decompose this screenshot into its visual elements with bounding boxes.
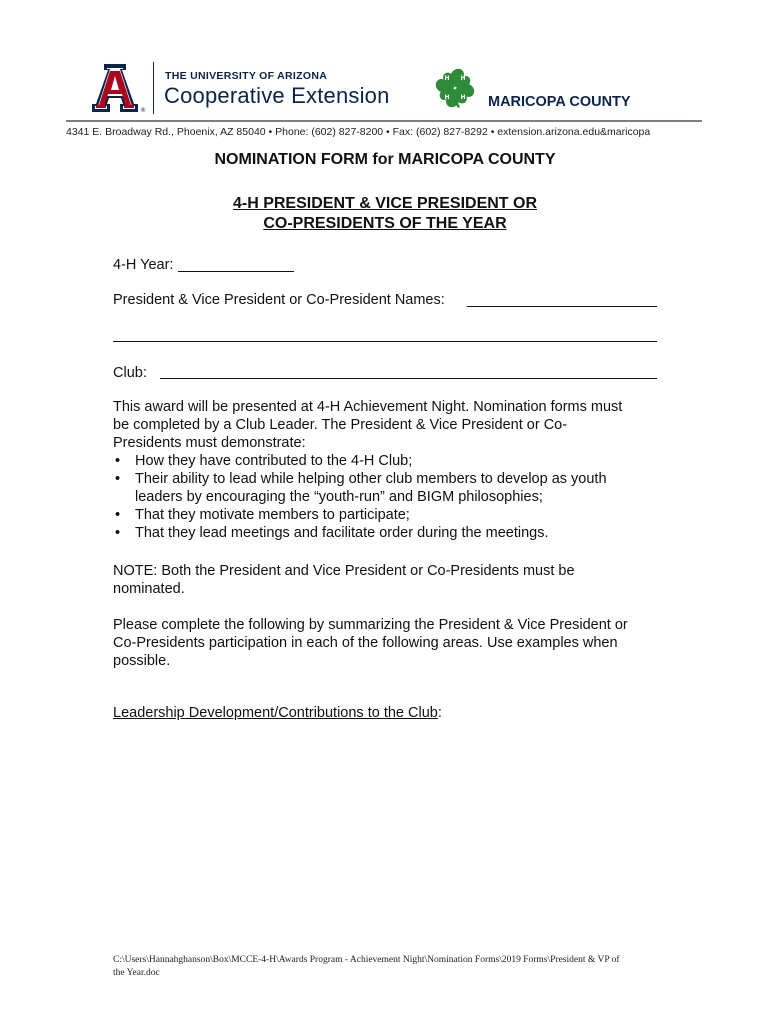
intro-line: Presidents must demonstrate: — [113, 435, 306, 451]
header-rule — [66, 120, 702, 122]
intro-paragraph — [113, 398, 673, 452]
list-item: • That they motivate members to participate; — [115, 507, 410, 523]
list-item: • That they lead meetings and facilitate order during the meetings. — [115, 525, 549, 541]
names-label: President & Vice President or Co-President Names: — [113, 292, 445, 308]
form-title: NOMINATION FORM for MARICOPA COUNTY — [214, 151, 556, 168]
list-item: • Their ability to lead while helping other club members to develop as youth leaders by encouraging the “youth-run” and BIGM philosophies; — [115, 471, 607, 505]
bullet-icon: • — [115, 525, 121, 541]
year-label: 4-H Year: — [113, 257, 174, 273]
bullet-icon: • — [115, 453, 121, 469]
names-field[interactable] — [467, 306, 657, 307]
bullet-icon: • — [115, 507, 121, 523]
note-paragraph: NOTE: Both the President and Vice President or Co-Presidents must be nominated. — [113, 563, 575, 597]
header-divider — [153, 62, 154, 114]
club-label: Club: — [113, 365, 147, 381]
svg-text:®: ® — [140, 107, 146, 114]
year-field[interactable] — [178, 271, 294, 272]
award-title-line1: 4-H PRESIDENT & VICE PRESIDENT OR — [232, 195, 538, 212]
section-heading-text: Leadership Development/Contributions to the Club — [113, 705, 438, 721]
names-field-continued[interactable] — [113, 341, 657, 342]
svg-text:H: H — [460, 75, 466, 82]
four-h-clover-icon — [432, 66, 478, 110]
criteria-list — [113, 452, 673, 542]
file-path-footer: C:\Users\Hannahghanson\Box\MCCE-4-H\Awards Program - Achievement Night\Nomination Forms\2019 Forms\President & VP of the Year.doc — [113, 955, 620, 978]
intro-line: This award will be presented at 4-H Achievement Night. Nomination forms must — [113, 399, 623, 415]
list-item: • How they have contributed to the 4-H Club; — [115, 453, 413, 469]
county-name: MARICOPA COUNTY — [488, 94, 631, 110]
arizona-a-logo-icon — [84, 62, 146, 114]
section-heading: Leadership Development/Contributions to the Club: — [113, 705, 442, 721]
svg-text:H: H — [460, 94, 466, 101]
award-title-line2: CO-PRESIDENTS OF THE YEAR — [263, 215, 507, 232]
svg-text:H: H — [444, 94, 450, 101]
university-name: THE UNIVERSITY OF ARIZONA — [165, 70, 328, 82]
intro-line: be completed by a Club Leader. The President & Vice President or Co- — [113, 417, 568, 433]
instructions-paragraph: Please complete the following by summarizing the President & Vice President or Co-Presidents participation in each of the following areas. Use examples when possible. — [113, 617, 628, 669]
bullet-icon: • — [115, 471, 121, 487]
address-line: 4341 E. Broadway Rd., Phoenix, AZ 85040 • Phone: (602) 827-8200 • Fax: (602) 827-8292 • extension.arizona.edu&maricopa — [66, 126, 651, 138]
club-field[interactable] — [160, 378, 657, 379]
svg-text:H: H — [444, 75, 450, 82]
department-name: Cooperative Extension — [164, 83, 390, 108]
